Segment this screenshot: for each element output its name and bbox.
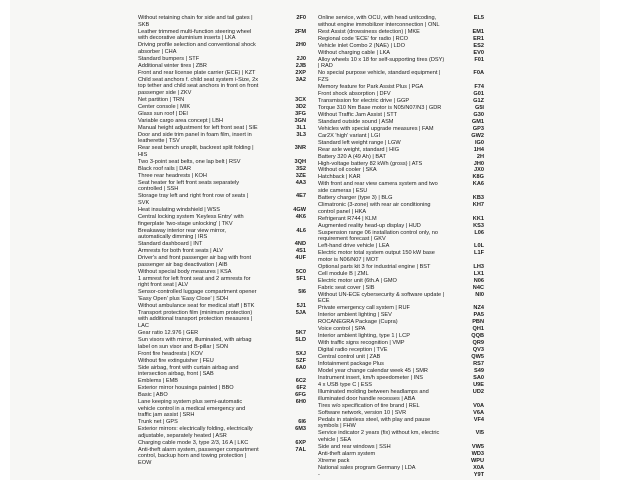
equipment-description: Augmented reality head-up display | HUD xyxy=(318,222,421,229)
equipment-row xyxy=(318,326,492,333)
equipment-code: 3S2 xyxy=(296,165,306,172)
equipment-description: Interior ambient lighting | SEV xyxy=(318,312,392,319)
equipment-code: V6A xyxy=(473,409,484,416)
equipment-code: 6XP xyxy=(295,439,306,446)
equipment-code: 5F1 xyxy=(296,275,306,282)
equipment-description: Emblems | EMB xyxy=(138,378,178,385)
equipment-row xyxy=(318,472,492,479)
equipment-row xyxy=(318,312,492,319)
equipment-row xyxy=(318,181,492,195)
equipment-description: Torque 310 Nm Base motor is N05/N07/N3 | GDR xyxy=(318,104,442,111)
equipment-row xyxy=(318,202,492,216)
equipment-code: 2J0 xyxy=(296,55,306,62)
equipment-row xyxy=(318,278,492,285)
equipment-description: Digital radio reception | TVE xyxy=(318,347,388,354)
equipment-description: Net partition | TRN xyxy=(138,96,185,103)
equipment-code: QR9 xyxy=(472,340,484,347)
equipment-code: 6A0 xyxy=(295,364,306,371)
equipment-description: Exterior mirror housings painted | BBO xyxy=(138,385,234,392)
equipment-row xyxy=(318,458,492,465)
equipment-code: GW2 xyxy=(471,132,484,139)
equipment-row xyxy=(318,285,492,292)
equipment-code: F01 xyxy=(474,56,484,63)
equipment-description: Basic | ABO xyxy=(138,392,168,399)
equipment-code: N4C xyxy=(472,284,484,291)
equipment-description: Charging cable mode 3, type 2/3, 16 A | LKC xyxy=(138,439,249,446)
equipment-code: Y9T xyxy=(473,471,484,478)
equipment-code: 5J1 xyxy=(296,302,306,309)
equipment-row xyxy=(318,195,492,202)
equipment-row xyxy=(318,154,492,161)
equipment-code: L06 xyxy=(474,229,484,236)
equipment-description: Private emergency call system | RUF xyxy=(318,305,410,312)
equipment-code: LX1 xyxy=(473,270,484,277)
equipment-description: Black roof rails | DAR xyxy=(138,165,192,172)
equipment-description: 4 x USB type C | ESS xyxy=(318,382,372,389)
equipment-code: QW5 xyxy=(471,354,484,361)
equipment-code: 4UF xyxy=(295,255,306,262)
equipment-code: L0L xyxy=(474,243,484,250)
equipment-description: Without UN-ECE cybersecurity & software update | ECE xyxy=(318,291,445,305)
equipment-description: Without special body measures | KSA xyxy=(138,268,232,275)
equipment-row xyxy=(318,98,492,105)
equipment-description: Memory feature for Park Assist Plus | PGA xyxy=(318,83,424,90)
equipment-code: KB3 xyxy=(472,195,484,202)
equipment-description: Two 3-point seat belts, one lap belt | RSV xyxy=(138,158,241,165)
equipment-code: 7AL xyxy=(295,446,306,453)
equipment-code: 3QH xyxy=(294,158,306,165)
equipment-description: Electric motor unit (6th.A | GMO xyxy=(318,277,397,284)
equipment-description: Optional parts kit 3 for industrial engine | BST xyxy=(318,263,431,270)
equipment-row xyxy=(318,382,492,389)
equipment-code: KK1 xyxy=(472,215,484,222)
equipment-code: IG0 xyxy=(474,139,484,146)
equipment-description: Additional winter tires | ZBR xyxy=(138,62,207,69)
equipment-code: WD3 xyxy=(471,450,484,457)
equipment-description: Standard outside sound | ASM xyxy=(318,118,394,125)
equipment-row xyxy=(318,36,492,43)
equipment-row xyxy=(318,292,492,306)
equipment-description: Side and rear windows | SSH xyxy=(318,443,391,450)
equipment-code: JX0 xyxy=(474,167,484,174)
equipment-description: Interior ambient lighting, type 1 | LCP xyxy=(318,333,410,340)
equipment-row xyxy=(318,410,492,417)
equipment-description: Left-hand drive vehicle | LEA xyxy=(318,243,390,250)
equipment-code: 3CX xyxy=(295,96,306,103)
equipment-description: National sales program Germany | LDA xyxy=(318,464,416,471)
equipment-code: KH7 xyxy=(472,202,484,209)
equipment-row xyxy=(318,250,492,264)
equipment-description: Sun visors with mirror, illuminated, with airbag label on sun visor and B-pillar | SON xyxy=(138,337,252,350)
equipment-code: 6C2 xyxy=(295,378,306,385)
equipment-row xyxy=(318,147,492,154)
equipment-description: Without fire extinguisher | FEU xyxy=(138,357,214,364)
equipment-description: Xtreme pack xyxy=(318,457,350,464)
equipment-code: 6M3 xyxy=(295,426,306,433)
equipment-code: KS3 xyxy=(473,222,484,229)
equipment-description: Rear seat bench unsplit, backrest split folding | HIS xyxy=(138,145,254,158)
equipment-code: 5JA xyxy=(295,309,306,316)
equipment-code: EL5 xyxy=(473,15,484,21)
equipment-code: PBN xyxy=(472,319,484,326)
equipment-description: Electric motor total system output 150 kW base motor is N06/N07 | MOT xyxy=(318,250,435,263)
equipment-code: 3A2 xyxy=(295,76,306,83)
equipment-row xyxy=(318,305,492,312)
equipment-code: F0A xyxy=(473,70,484,77)
equipment-description: Climatronic (3-zone) with rear air conditioning control panel | HKA xyxy=(318,202,431,215)
equipment-code: 3NR xyxy=(294,145,306,152)
equipment-code: 6FG xyxy=(295,392,306,399)
equipment-description: Front fire headrests | KOV xyxy=(138,350,203,357)
equipment-code: PA5 xyxy=(473,312,484,319)
equipment-code: 4GW xyxy=(293,207,306,214)
equipment-row xyxy=(318,361,492,368)
equipment-row xyxy=(318,70,492,84)
equipment-row xyxy=(318,133,492,140)
equipment-description: Armrests for both front seats | ALV xyxy=(138,248,223,255)
equipment-code: 2H xyxy=(476,153,484,160)
equipment-description: Without Traffic Jam Assist | STT xyxy=(318,111,398,118)
equipment-description: ROCANEGRA Package (Cupra) xyxy=(318,319,398,326)
equipment-row xyxy=(318,174,492,181)
equipment-code: 3L1 xyxy=(296,124,306,131)
equipment-description: With front and rear view camera system and two side cameras | ESU xyxy=(318,181,438,195)
equipment-code: QQB xyxy=(471,333,484,340)
equipment-description: Lane keeping system plus semi-automatic vehicle control in a medical emergency and traffic jam assist | SRH xyxy=(138,399,246,419)
equipment-row xyxy=(318,319,492,326)
equipment-code: GM1 xyxy=(471,118,484,125)
equipment-code: JH0 xyxy=(473,160,484,167)
equipment-description: Vehicles with special upgrade measures | FAM xyxy=(318,125,434,132)
equipment-description: Driver's and front passenger air bag with front passenger air bag deactivation | AIB xyxy=(138,255,251,268)
equipment-code: QH1 xyxy=(472,326,484,333)
equipment-list-right xyxy=(318,15,492,479)
equipment-description: Without ambulance seat for medical staff | BTK xyxy=(138,302,255,309)
equipment-description: Transport protection film (minimum protection) with additional transport protection measures | LAC xyxy=(138,309,253,330)
equipment-code: KA6 xyxy=(472,181,484,188)
equipment-description: No special purpose vehicle, standard equipment | FZS xyxy=(318,70,441,83)
equipment-code: 3FG xyxy=(295,110,306,117)
equipment-description: Anti-theft alarm system xyxy=(318,450,376,457)
equipment-code: LH3 xyxy=(473,263,484,270)
equipment-row xyxy=(318,50,492,57)
equipment-description: Suspension range 06 installation control only, no requirement forecast | GKV xyxy=(318,229,438,243)
equipment-description: Tires w/o specification of tire brand | REL xyxy=(318,402,420,409)
equipment-code: 4E7 xyxy=(296,193,306,200)
equipment-description: Center console | MIK xyxy=(138,103,191,110)
equipment-code: WPU xyxy=(470,457,484,464)
equipment-description: Storage tray left and right front row of seats | SVK xyxy=(138,193,249,207)
equipment-code: VW5 xyxy=(471,443,484,450)
equipment-description: Seat heater for left front seats separately controlled | SSH xyxy=(138,179,240,193)
equipment-code: U9E xyxy=(473,382,484,389)
equipment-description: - xyxy=(318,471,320,478)
equipment-code: G1Z xyxy=(473,97,484,104)
equipment-row xyxy=(318,230,492,244)
equipment-description: Vehicle inlet Combo 2 (NAE) | LDO xyxy=(318,42,405,49)
equipment-code: 3ZE xyxy=(295,172,306,179)
equipment-code: 4S1 xyxy=(296,248,306,255)
equipment-description: Manual height adjustment for left front seat | SIE xyxy=(138,124,258,131)
equipment-description: Model year change calendar week 45 | SMR xyxy=(318,368,428,375)
equipment-row xyxy=(318,333,492,340)
equipment-description: Front shock absorption | DFV xyxy=(318,90,391,97)
equipment-code: ES2 xyxy=(473,42,484,49)
equipment-description: Regional code 'ECE' for radio | RCO xyxy=(318,35,409,42)
equipment-description: Hatchback | KAR xyxy=(318,174,361,181)
equipment-row xyxy=(318,161,492,168)
equipment-description: Battery 320 A (49 Ah) | BAT xyxy=(318,153,386,160)
equipment-description: Central control unit | ZAB xyxy=(318,354,381,361)
equipment-row xyxy=(318,417,492,431)
equipment-code: NZ4 xyxy=(473,305,484,312)
equipment-row xyxy=(318,354,492,361)
equipment-description: Trunk net | GPS xyxy=(138,419,178,426)
equipment-row xyxy=(318,112,492,119)
equipment-row xyxy=(318,375,492,382)
equipment-code: 6I6 xyxy=(298,419,306,426)
equipment-row xyxy=(318,430,492,444)
equipment-code: NI0 xyxy=(475,291,484,298)
equipment-row xyxy=(318,29,492,36)
equipment-description: Standard bumpers | STF xyxy=(138,55,200,62)
equipment-row xyxy=(318,84,492,91)
equipment-description: Voice control | SPA xyxy=(318,326,366,333)
equipment-code: G30 xyxy=(473,111,484,118)
equipment-description: Front and rear license plate carrier (ECE) | KZT xyxy=(138,69,256,76)
equipment-code: GP3 xyxy=(472,125,484,132)
equipment-row xyxy=(318,444,492,451)
equipment-description: Variable cargo area concept | LBH xyxy=(138,117,223,124)
equipment-code: 2XP xyxy=(295,69,306,76)
equipment-code: 2H0 xyxy=(295,42,306,49)
equipment-description: Standard left weight range | LGW xyxy=(318,139,401,146)
equipment-description: Car2X 'high' variant | LGI xyxy=(318,132,381,139)
equipment-row xyxy=(318,126,492,133)
equipment-row xyxy=(318,223,492,230)
equipment-description: Leather trimmed multi-function steering wheel with decorative aluminium inserts | LKA xyxy=(138,28,252,42)
equipment-description: Glass sun roof | DEI xyxy=(138,110,188,117)
equipment-description: Instrument insert, km/h speedometer | INS xyxy=(318,375,423,382)
equipment-code: EV0 xyxy=(473,49,484,56)
equipment-description: Refrigerant R744 | KLM xyxy=(318,215,377,222)
equipment-code: 5XJ xyxy=(296,350,306,357)
equipment-description: Heat insulating windshield | WSS xyxy=(138,207,220,214)
equipment-code: 5ZF xyxy=(296,357,306,364)
equipment-row xyxy=(318,347,492,354)
equipment-code: S49 xyxy=(474,368,484,375)
equipment-row xyxy=(318,15,492,29)
equipment-row xyxy=(318,451,492,458)
equipment-description: High-voltage battery 82 kWh (gross) | ATS xyxy=(318,160,423,167)
equipment-code: 5LD xyxy=(295,337,306,344)
equipment-description: Battery charger (type 3) | BLG xyxy=(318,195,393,202)
equipment-code: EM1 xyxy=(472,28,484,35)
equipment-code: V0A xyxy=(473,402,484,409)
equipment-code: 2FM xyxy=(294,28,306,35)
equipment-code: 2JB xyxy=(295,62,306,69)
equipment-description: Service indicator 2 years (fix) without km, electric vehicle | SEA xyxy=(318,430,440,443)
equipment-description: Breakaway interior rear view mirror, automatically dimming | IRS xyxy=(138,227,226,241)
equipment-row xyxy=(318,216,492,223)
equipment-row xyxy=(318,403,492,410)
equipment-description: Anti-theft alarm system, passenger compartment control, backup horn and towing protection | EOW xyxy=(138,446,259,466)
equipment-description: Transmission for electric drive | GGP xyxy=(318,97,410,104)
equipment-description: Three rear headrests | KOH xyxy=(138,172,207,179)
equipment-description: Central locking system 'Keyless Entry' with fingerplate 'two-stage unlocking' | TKV xyxy=(138,214,244,227)
equipment-description: Software network, version 10 | SVR xyxy=(318,409,407,416)
equipment-code: 5I6 xyxy=(298,289,306,296)
equipment-description: Exterior mirrors: electrically folding, electrically adjustable, separately heated | ASR xyxy=(138,426,253,439)
equipment-description: Standard dashboard | INT xyxy=(138,241,203,248)
equipment-description: Rest Assist (drowsiness detection) | MKE xyxy=(318,28,420,35)
equipment-row xyxy=(318,271,492,278)
equipment-row xyxy=(318,57,492,71)
equipment-description: Without oil cooler | SKA xyxy=(318,167,377,174)
equipment-description: 1 armrest for left front seat and 2 armrests for right front seat | ALV xyxy=(138,275,251,289)
equipment-code: 6F2 xyxy=(296,385,306,392)
equipment-code: RS7 xyxy=(473,361,484,368)
equipment-code: 4A3 xyxy=(295,179,306,186)
equipment-description: Illuminated molding between headlamps and illuminated door handle recesses | ABA xyxy=(318,389,429,402)
equipment-row xyxy=(318,91,492,98)
equipment-description: Sensor-controlled luggage compartment opener 'Easy Open' plus 'Easy Close' | SDH xyxy=(138,289,257,302)
equipment-code: 4K6 xyxy=(295,214,306,221)
equipment-row xyxy=(318,43,492,50)
equipment-code: QV3 xyxy=(472,347,484,354)
equipment-description: Rear axle weight, standard | HIG xyxy=(318,146,400,153)
equipment-description: Driving profile selection and conventional shock absorber | CHA xyxy=(138,42,256,55)
equipment-code: 6H0 xyxy=(295,399,306,406)
equipment-description: Without charging cable | LKA xyxy=(318,49,391,56)
equipment-description: Cell module B | ZML xyxy=(318,270,369,277)
equipment-code: 1H4 xyxy=(473,146,484,153)
equipment-code: ER1 xyxy=(473,35,484,42)
equipment-code: N06 xyxy=(473,277,484,284)
equipment-description: Side airbag, front with curtain airbag and intersection airbag, front | SAB xyxy=(138,364,239,378)
equipment-row xyxy=(318,465,492,472)
equipment-description: Online service, with OCU, with head unitcoding, without engine immobilizer interconnection | ONL xyxy=(318,15,440,28)
equipment-row xyxy=(318,167,492,174)
equipment-row xyxy=(318,340,492,347)
equipment-row xyxy=(318,119,492,126)
equipment-code: 5C0 xyxy=(295,268,306,275)
equipment-description: Child seat anchors f. child seat system i-Size, 2x top tether and child seat anchors in front on front passenger side | ZKV xyxy=(138,76,259,96)
equipment-description: Infotainment package Plus xyxy=(318,361,384,368)
equipment-description: Door and side trim panel in foam film, insert in leatherette | TSV xyxy=(138,131,252,145)
equipment-description: Fabric seat cover | SIB xyxy=(318,284,375,291)
equipment-code: G5I xyxy=(474,104,484,111)
equipment-code: 3L3 xyxy=(296,131,306,138)
equipment-row xyxy=(318,140,492,147)
equipment-row xyxy=(318,389,492,403)
page-margin xyxy=(600,0,640,480)
equipment-code: VF4 xyxy=(473,416,484,423)
equipment-row xyxy=(318,243,492,250)
equipment-row xyxy=(318,105,492,112)
equipment-description: Gear ratio 12.976 | GER xyxy=(138,330,199,337)
equipment-code: SA0 xyxy=(473,375,484,382)
equipment-code: 2F0 xyxy=(296,15,306,21)
equipment-row xyxy=(318,368,492,375)
equipment-description: With traffic signs recognition | VMP xyxy=(318,340,405,347)
equipment-description: Pedals in stainless steel, with play and pause symbols | FHW xyxy=(318,416,431,430)
equipment-code: VI5 xyxy=(475,430,484,437)
equipment-code: G01 xyxy=(473,90,484,97)
equipment-code: 5K7 xyxy=(295,330,306,337)
equipment-description: Without retaining chain for side and tail gates | SKB xyxy=(138,15,253,28)
equipment-code: K8G xyxy=(472,174,484,181)
equipment-code: 3GN xyxy=(294,117,306,124)
equipment-code: 4L6 xyxy=(296,227,306,234)
equipment-description: Alloy wheels 10 x 18 for self-supporting tires (DSY) | RAD xyxy=(318,56,445,70)
equipment-code: F74 xyxy=(474,83,484,90)
equipment-row xyxy=(318,264,492,271)
equipment-code: X0A xyxy=(473,464,484,471)
equipment-code: L1F xyxy=(474,250,484,257)
equipment-code: UD2 xyxy=(472,389,484,396)
equipment-code: 3D2 xyxy=(295,103,306,110)
equipment-code: 4ND xyxy=(294,241,306,248)
